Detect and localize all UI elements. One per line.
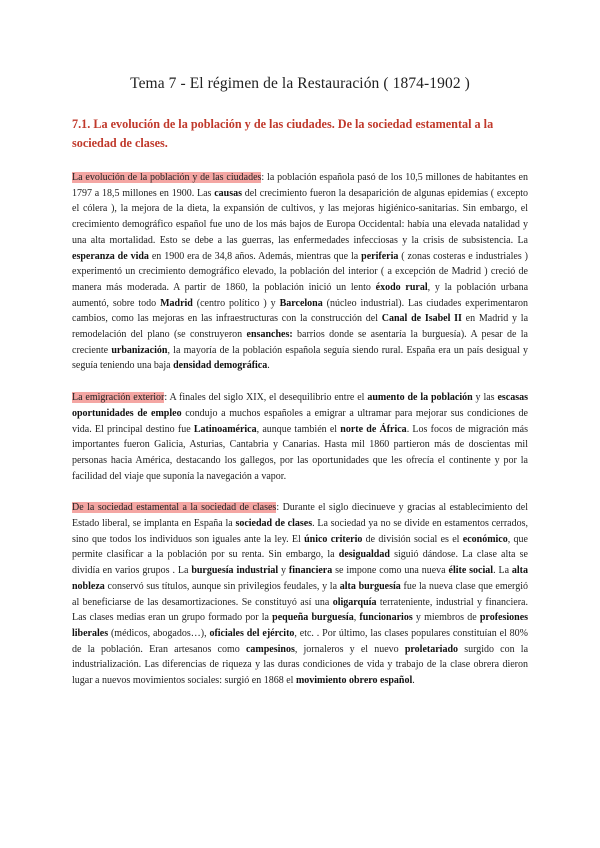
- text-run: , la mayoría de la población española seguía siendo rural. España era un país desigual y seguía teniendo una baja: [72, 344, 528, 372]
- bold-term: periferia: [361, 250, 399, 262]
- text-run: y las: [472, 392, 498, 404]
- bold-term: pequeña burguesía: [272, 612, 354, 624]
- text-run: , etc. . Por último, las clases populares constituían el 80% de la población. Eran artesanos como: [72, 627, 528, 655]
- bold-term: escasas oportunidades de empleo: [72, 392, 528, 419]
- bold-term: alta nobleza: [72, 565, 529, 592]
- text-run: ( zonas costeras e industriales ) experimentó un crecimiento demográfico elevado, la población del interior ( a excepción de Madrid ) creció de manera más moderada. A partir de 1860, la población inició un lento: [72, 250, 528, 293]
- bold-term: esperanza de vida: [72, 250, 149, 262]
- text-run: condujo a muchos españoles a emigrar a ultramar para mejorar sus condiciones de vida. El principal destino fue: [72, 407, 529, 435]
- page-title: Tema 7 - El régimen de la Restauración ( 1874-1902 ): [130, 75, 470, 92]
- section-heading: 7.1. La evolución de la población y de las ciudades. De la sociedad estamental a la sociedad de clases.: [72, 117, 494, 150]
- bold-term: Canal de Isabel II: [381, 313, 462, 325]
- text-run: (médicos, abogados…),: [108, 627, 210, 639]
- bold-term: desigualdad: [338, 549, 390, 561]
- bold-term: movimiento obrero español: [295, 675, 413, 687]
- bold-term: burguesía industrial: [191, 565, 279, 577]
- text-run: .: [412, 675, 415, 687]
- bold-term: oligarquía: [332, 596, 377, 608]
- text-run: (núcleo industrial). Las ciudades experimentaron cambios, como las mejoras en las infraestructuras con la construcción del: [72, 297, 529, 325]
- highlighted-lead: La evolución de la población y de las ciudades: [72, 172, 262, 183]
- highlighted-lead: De la sociedad estamental a la sociedad de clases: [72, 502, 277, 514]
- text-run: surgido con la industrialización. Las diferencias de riqueza y las duras condiciones de vida y trabajo de la clase obrera dieron lugar a nuevos movimientos sociales: surgió en 1868 el: [72, 643, 529, 687]
- bold-term: causas: [214, 187, 242, 199]
- bold-term: urbanización: [111, 344, 168, 356]
- text-run: en Madrid y la remodelación del plano (se construyeron: [72, 313, 529, 341]
- bold-term: campesinos: [245, 643, 295, 655]
- text-run: . La sociedad ya no se divide en estamentos cerrados, sino que todos los individuos son iguales ante la ley. El: [72, 518, 528, 545]
- bold-term: sociedad de clases: [235, 518, 313, 530]
- text-run: (centro político ) y: [192, 297, 280, 309]
- text-run: en 1900 era de 34,8 años. Además, mientras que la: [148, 250, 362, 262]
- bold-term: profesiones liberales: [72, 612, 529, 639]
- text-run: .: [267, 360, 270, 372]
- bold-term: funcionarios: [359, 612, 413, 624]
- text-run: , jornaleros y el nuevo: [294, 643, 405, 655]
- bold-term: aumento de la población: [367, 392, 473, 404]
- bold-term: élite social: [448, 565, 494, 577]
- text-run: fue la nueva clase que emergió al beneficiarse de las desamortizaciones. Se constituyó así una: [72, 580, 528, 608]
- paragraph-population: [72, 170, 528, 374]
- text-run: : Durante el siglo diecinueve y gracias al establecimiento del Estado liberal, se implanta en España la: [72, 502, 529, 530]
- paragraph-emigration: [72, 390, 528, 484]
- bold-term: Latinoamérica: [193, 423, 257, 435]
- text-run: se impone como una nueva: [332, 565, 449, 577]
- bold-term: Barcelona: [279, 297, 323, 309]
- text-run: de división social es el: [362, 533, 463, 545]
- text-run: terrateniente, industrial y financiera. Las clases medias eran un grupo formado por la: [72, 596, 528, 624]
- text-run: barrios donde se asentaría la burguesía). A pesar de la creciente: [72, 329, 528, 356]
- highlighted-lead: La emigración exterior: [72, 392, 165, 404]
- text-run: conservó sus títulos, aunque sin privilegios feudales, y la: [104, 580, 340, 592]
- bold-term: económico: [462, 533, 508, 545]
- text-run: ,: [353, 612, 360, 624]
- bold-term: Madrid: [160, 297, 193, 309]
- text-run: . Los focos de migración más importantes fueron Galicia, Asturias, Cantabria y Canarias. Hasta mil 1860 partieron más de doscientas mil personas hacia América, destacando los gallegos, por las oportunidades que les ofrecía el continente y por la facilidad del viaje que suponía la navegación a vapor.: [72, 423, 528, 482]
- bold-term: proletariado: [404, 643, 459, 655]
- text-run: y miembros de: [412, 612, 480, 624]
- paragraph-social-classes: [72, 500, 528, 688]
- text-run: , que permite clasificar a la población por su renta. Sin embargo, la: [72, 533, 528, 561]
- bold-term: densidad demográfica: [173, 360, 268, 372]
- text-run: del crecimiento fueron la desaparición de algunas epidemias ( excepto el cólera ), la mejora de la dieta, la expansión de cultivos, y las mejoras higiénico-sanitarias. Sin embargo, el crecimiento demográfico español fue uno de los más bajos de Europa Occidental: había una elevada natalidad y una alta mortalidad. Esto se debe a las guerras, las enfermedades infecciosas y la crisis de subsistencia. La: [72, 187, 528, 246]
- text-run: y: [278, 565, 289, 577]
- bold-term: único criterio: [304, 533, 363, 545]
- bold-term: alta burguesía: [339, 580, 401, 592]
- text-run: , y la población urbana aumentó, sobre todo: [72, 281, 529, 309]
- text-run: , aunque también el: [256, 423, 341, 435]
- text-run: : la población española pasó de los 10,5 millones de habitantes en 1797 a 18,5 millones en 1900. Las: [72, 172, 528, 199]
- bold-term: norte de África: [340, 423, 407, 435]
- text-run: siguió dándose. La clase alta se dividía en varios grupos . La: [72, 549, 528, 577]
- text-run: . La: [493, 565, 512, 577]
- text-run: : A finales del siglo XIX, el desequilibrio entre el: [164, 392, 368, 404]
- bold-term: financiera: [288, 565, 333, 577]
- bold-term: ensanches:: [246, 329, 293, 341]
- bold-term: oficiales del ejército: [209, 627, 295, 639]
- bold-term: éxodo rural: [375, 281, 428, 293]
